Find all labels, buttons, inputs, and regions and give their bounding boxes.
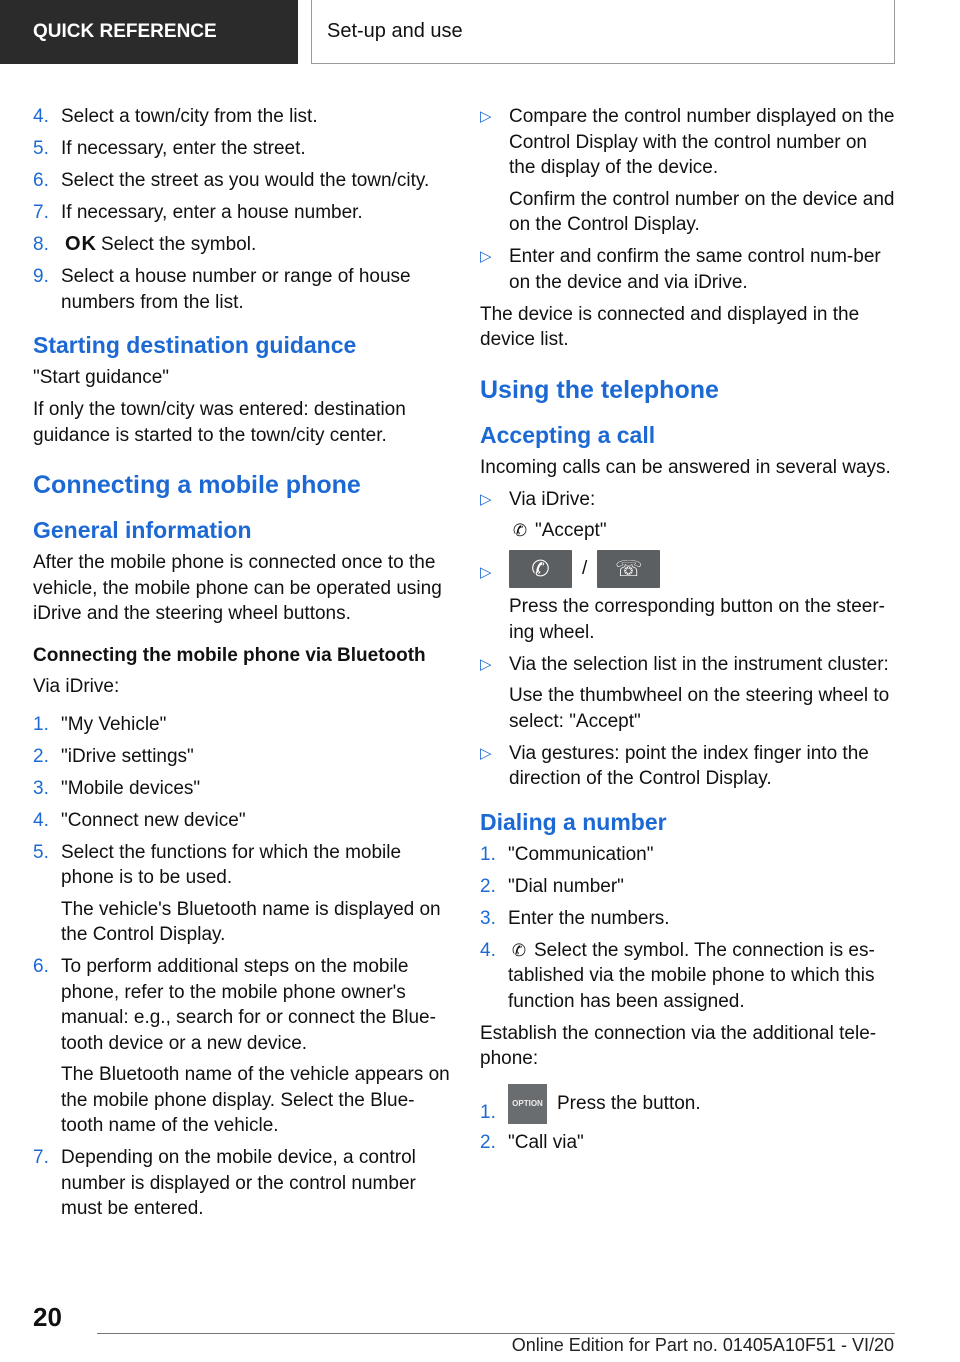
header-title: Set-up and use [327,20,463,42]
list-item: ▷ ✆ / ☏ Press the corresponding button on the steer-ing wheel. [480,550,896,645]
triangle-bullet-icon: ▷ [480,108,492,125]
triangle-bullet-icon: ▷ [480,490,492,508]
accept-call-bullets [480,487,896,792]
header-section-tab [0,0,298,64]
list-item: 7. If necessary, enter a house number. [33,202,363,223]
list-item: 6. To perform additional steps on the mobile phone, refer to the mobile phone owner's manual: e.g., search for or connect the Blue-tooth device or a new device. The Bluetooth name of the vehicle appears on the mobile phone display. Select the Blue-tooth name of the vehicle. [33,956,450,1136]
list-item: 5. If necessary, enter the street. [33,138,306,159]
list-item: 7. Depending on the mobile device, a control number is displayed or the control number must be entered. [33,1147,416,1219]
phone-icon: ✆ [511,940,527,960]
list-item: 8. OK Select the symbol. [33,232,451,258]
list-item: 6. Select the street as you would the town/city. [33,170,430,191]
destination-steps [33,104,451,315]
triangle-bullet-icon: ▷ [480,655,492,673]
paragraph: The device is connected and displayed in the device list. [480,303,860,350]
paragraph: "Start guidance" [33,367,170,388]
dial-steps [480,842,896,1015]
section-heading: Dialing a number [480,808,667,835]
triangle-bullet-icon: ▷ [480,564,492,581]
list-item: ▷ Via iDrive: ✆ "Accept" [480,487,896,544]
list-item: 9. Select a house number or range of house numbers from the list. [33,266,411,313]
list-item: 1. "My Vehicle" [33,713,167,735]
list-item: 4. ✆ Select the symbol. The connection is es-tablished via the mobile phone to which this function has been assigned. [480,939,875,1012]
right-column [480,104,896,1162]
paragraph: Via iDrive: [33,676,120,697]
list-item: 4. "Connect new device" [33,809,246,831]
chapter-heading: Connecting a mobile phone [33,471,361,499]
list-item: ▷ Via gestures: point the index finger into the direction of the Control Display. [480,742,869,789]
page-number: 20 [33,1302,62,1332]
list-item: 3. "Mobile devices" [33,777,201,799]
list-item: 1. "Communication" [480,843,654,865]
header-title-box [311,0,895,64]
list-item: 1. OPTION Press the button. [480,1084,896,1124]
phone-pickup-button-icon: ✆ [509,550,572,588]
list-item: 2. "iDrive settings" [33,745,194,767]
bluetooth-steps [33,712,451,1222]
chapter-heading: Using the telephone [480,375,719,404]
ok-icon: OK [65,233,97,255]
list-item: 3. Enter the numbers. [480,907,670,929]
list-item: 2. "Call via" [480,1132,584,1153]
triangle-bullet-icon: ▷ [480,248,492,265]
list-item: ▷ Compare the control number displayed on the Control Display with the control number on the display of the device. Confirm the control number on the device and on the Control Display. [480,106,895,235]
section-heading: Starting destination guidance [33,332,357,358]
triangle-bullet-icon: ▷ [480,744,492,762]
control-number-bullets [480,104,896,295]
footer-divider [97,1333,895,1334]
option-button-icon: OPTION [508,1084,547,1124]
paragraph: Establish the connection via the additional tele-phone: [480,1022,877,1069]
phone-icon: ✆ [512,521,528,540]
section-heading: General information [33,517,252,543]
paragraph: If only the town/city was entered: destination guidance is started to the town/city center. [33,399,406,446]
phone-answer-button-icon: ☏ [597,550,660,588]
header-section-label: QUICK REFERENCE [33,21,217,42]
option-steps [480,1084,896,1156]
list-item: ▷ Enter and confirm the same control num-ber on the device and via iDrive. [480,246,881,293]
paragraph: After the mobile phone is connected once to the vehicle, the mobile phone can be operated using iDrive and the steering wheel buttons. [33,552,442,624]
list-item: ▷ Via the selection list in the instrument cluster: Use the thumbwheel on the steering wheel to select: "Accept" [480,653,890,732]
footer-edition: Online Edition for Part no. 01405A10F51 - VI/20 [511,1335,894,1355]
list-item: 4. Select a town/city from the list. [33,106,318,127]
left-column [33,104,451,1228]
list-item: 2. "Dial number" [480,875,624,897]
list-item: 5. Select the functions for which the mobile phone is to be used. The vehicle's Bluetooth name is displayed on the Control Display. [33,841,441,945]
section-heading: Accepting a call [480,421,656,448]
subsection-heading: Connecting the mobile phone via Bluetooth [33,644,426,666]
paragraph: Incoming calls can be answered in several ways. [480,456,891,478]
